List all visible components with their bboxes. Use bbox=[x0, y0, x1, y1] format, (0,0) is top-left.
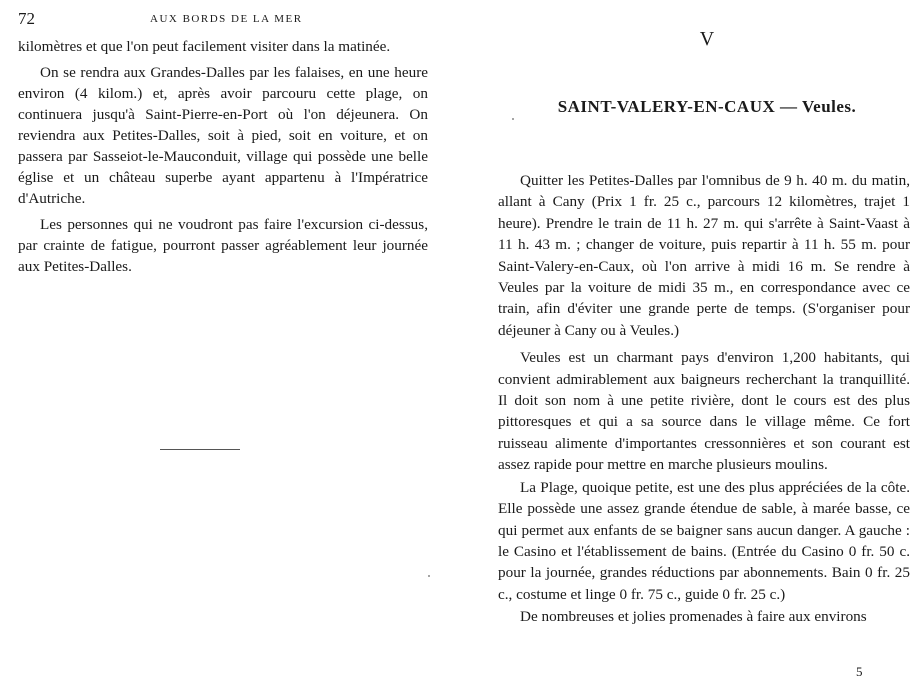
section-rule bbox=[160, 449, 240, 450]
left-page-body bbox=[18, 36, 428, 277]
paragraph: Veules est un charmant pays d'environ 1,200 habitants, qui convient admirablement aux baigneurs recherchant la tranquillité. Il doit son nom à une petite rivière, dont le cours est des plus pittoresques et qui a sa source dans le village même. Ce fort ruisseau alimente d'importantes cressonnières et son courant est assez rapide pour mettre en marche plusieurs moulins. bbox=[498, 349, 910, 474]
paragraph: De nombreuses et jolies promenades à faire aux environs bbox=[520, 608, 867, 626]
print-speck bbox=[512, 118, 514, 120]
print-speck bbox=[428, 575, 430, 577]
chapter-number: V bbox=[699, 28, 715, 50]
paragraph: Quitter les Petites-Dalles par l'omnibus de 9 h. 40 m. du matin, allant à Cany (Prix 1 fr. 25 c., parcours 12 kilomètres, trajet 1 heure). Prendre le train de 11 h. 27 m. qui s'arrête à Saint-Vaast à 11 h. 43 m. ; changer de voiture, puis repartir à 11 h. 55 m. pour Saint-Valery-en-Caux, où l'on arrive à midi 16 m. Se rendre à Veules par la voiture de midi 35 m., en correspondance avec ce train, afin d'éviter une grande perte de temps. (S'organiser pour déjeuner à Cany ou à Veules.) bbox=[498, 172, 910, 339]
left-page bbox=[0, 0, 450, 683]
chapter-title: SAINT-VALERY-EN-CAUX — Veules. bbox=[557, 97, 857, 116]
paragraph: La Plage, quoique petite, est une des plus appréciées de la côte. Elle possède une assez grande étendue de sable, à marée basse, ce qui permet aux enfants de se baigner sans aucun danger. A gauche : le Casino et l'établissement de bains. (Entrée du Casino 0 fr. 50 c. pour la journée, grandes réductions par abonnements. Bain 0 fr. 25 c., costume et linge 0 fr. 75 c., guide 0 fr. 25 c.) bbox=[498, 478, 910, 603]
page-number: 72 bbox=[18, 9, 35, 28]
paragraph: kilomètres et que l'on peut facilement visiter dans la matinée. bbox=[18, 38, 391, 55]
paragraph: Les personnes qui ne voudront pas faire l'excursion ci-dessus, par crainte de fatigue, pourront passer agréablement leur journée aux Petites-Dalles. bbox=[18, 216, 428, 275]
right-page-body bbox=[498, 170, 910, 628]
page-number: 5 bbox=[856, 664, 863, 679]
right-page bbox=[480, 0, 920, 683]
running-head: AUX BORDS DE LA MER bbox=[150, 13, 303, 25]
paragraph: On se rendra aux Grandes-Dalles par les falaises, en une heure environ (4 kilom.) et, après avoir parcouru cette plage, on continuera jusqu'à Saint-Pierre-en-Port où l'on déjeunera. On reviendra aux Petites-Dalles, soit à pied, soit en voiture, et on passera par Sasseiot-le-Mauconduit, village qui possède une belle église et un château superbe ayant appartenu à l'Impératrice d'Autriche. bbox=[18, 64, 428, 207]
